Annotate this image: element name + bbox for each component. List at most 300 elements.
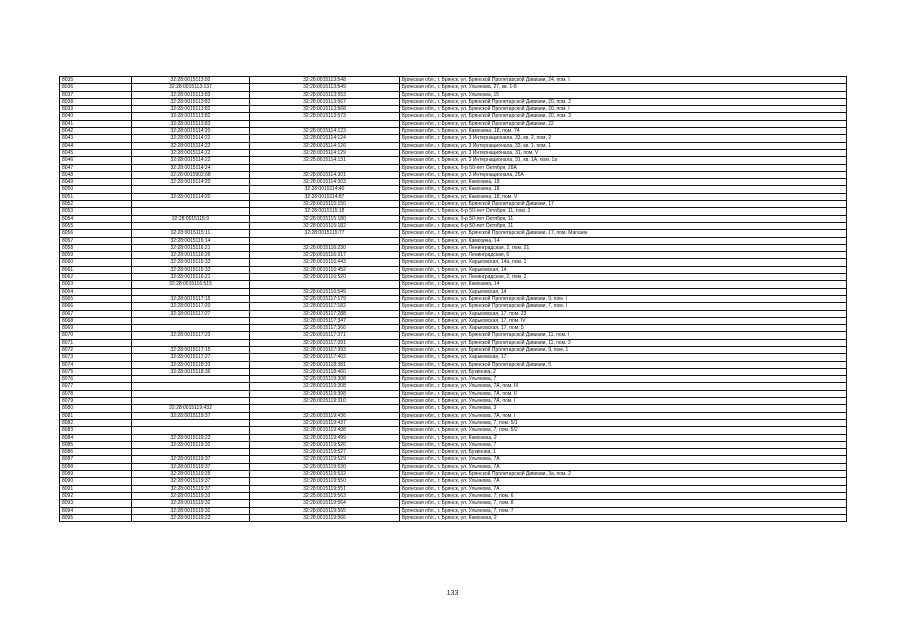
address-cell: Брянская обл., г. Брянск, ул. Брянской Пролетарской Дивизии, 20, пом. 3	[400, 113, 847, 120]
row-number-cell: 8057	[60, 237, 132, 244]
address-cell: Брянская обл., г. Брянск, ул. Харьковская, 17	[400, 354, 847, 361]
table-row	[60, 98, 847, 105]
land-cadastral-cell: 32:28:0015117:15	[132, 346, 250, 353]
building-cadastral-cell: 32:28:0015118:460	[250, 368, 400, 375]
land-cadastral-cell: 32:28:0015117:23	[132, 332, 250, 339]
table-row	[60, 427, 847, 434]
address-cell: Брянская обл., г. Брянск, ул. Брянской Пролетарской Дивизии, 11, пом. 3	[400, 339, 847, 346]
address-cell: Брянская обл., г. Брянск, ул. Ульянова, 7А, пом. III	[400, 383, 847, 390]
address-cell: Брянская обл., г. Брянск, ул. Брянской Пролетарской Дивизии, 3а, пом. 2	[400, 471, 847, 478]
building-cadastral-cell: 32:28:0015114:87	[250, 193, 400, 200]
land-cadastral-cell: 32:28:0015113:82	[132, 98, 250, 105]
building-cadastral-cell: 32:28:0015119:310	[250, 398, 400, 405]
land-cadastral-cell: 32:28:0015119:32	[132, 507, 250, 514]
land-cadastral-cell	[132, 376, 250, 383]
address-cell: Брянская обл., г. Брянск, ул. 3 Интернационала, 25А	[400, 171, 847, 178]
land-cadastral-cell	[132, 398, 250, 405]
address-cell: Брянская обл., г. Брянск, ул. Ульянова, 7, пом. 6	[400, 492, 847, 499]
address-cell: Брянская обл., г. Брянск, ул. 3 Интернационала, 33, кв. 2, пом. 2	[400, 135, 847, 142]
land-cadastral-cell: 32:28:0015116:33	[132, 266, 250, 273]
address-cell: Брянская обл., г. Брянск, ул. Харьковская, 14	[400, 288, 847, 295]
land-cadastral-cell: 32:28:0015113:82	[132, 106, 250, 113]
building-cadastral-cell: 32:28:0015115:18	[250, 208, 400, 215]
address-cell: Брянская обл., г. Брянск, ул. Камозина, 18, пом. V	[400, 193, 847, 200]
land-cadastral-cell	[132, 339, 250, 346]
table-row	[60, 193, 847, 200]
table-row	[60, 434, 847, 441]
address-cell: Брянская обл., г. Брянск, ул. Брянской Пролетарской Дивизии, 20, пом. I	[400, 106, 847, 113]
building-cadastral-cell: 32:28:0015119:563	[250, 492, 400, 499]
building-cadastral-cell	[250, 237, 400, 244]
row-number-cell: 8058	[60, 244, 132, 251]
table-row	[60, 113, 847, 120]
address-cell: Брянская обл., г. Брянск, ул. Ульянова, 7А	[400, 478, 847, 485]
table-row	[60, 507, 847, 514]
land-cadastral-cell: 32:28:0015119:37	[132, 463, 250, 470]
building-cadastral-cell: 32:28:0015113:548	[250, 77, 400, 84]
building-cadastral-cell: 32:28:0015119:532	[250, 471, 400, 478]
address-cell: Брянская обл., г. Брянск, ул. Ульянова, 7, пом. 5/2	[400, 427, 847, 434]
address-cell: Брянская обл., г. Брянск, ул. 3 Интернационала, 31, кв. 1А, пом. 1а	[400, 157, 847, 164]
row-number-cell: 8089	[60, 471, 132, 478]
building-cadastral-cell: 32:28:0015114:123	[250, 128, 400, 135]
row-number-cell: 8047	[60, 164, 132, 171]
table-row	[60, 441, 847, 448]
table-row	[60, 164, 847, 171]
row-number-cell: 8063	[60, 281, 132, 288]
page-number: 133	[446, 590, 459, 597]
building-cadastral-cell: 32:28:0015119:308	[250, 383, 400, 390]
land-cadastral-cell	[132, 208, 250, 215]
row-number-cell: 8090	[60, 478, 132, 485]
land-cadastral-cell: 32:28:0015119:37	[132, 478, 250, 485]
building-cadastral-cell: 32:28:0015119:437	[250, 419, 400, 426]
building-cadastral-cell: 32:28:0015114:301	[250, 171, 400, 178]
address-cell: Брянская обл., г. Брянск, б-р 50-лет Октября, 11	[400, 222, 847, 229]
row-number-cell: 8083	[60, 427, 132, 434]
row-number-cell: 8066	[60, 303, 132, 310]
table-row	[60, 91, 847, 98]
building-cadastral-cell: 32:28:0015116:230	[250, 244, 400, 251]
land-cadastral-cell: 32:28:0015116:21	[132, 244, 250, 251]
building-cadastral-cell	[250, 405, 400, 412]
row-number-cell: 8053	[60, 208, 132, 215]
address-cell: Брянская обл., г. Брянск, ул. Ульянова, 7, пом. 5/1	[400, 419, 847, 426]
address-cell: Брянская обл., г. Брянск, ул. Брянской Пролетарской Дивизии, 7, пом. I	[400, 303, 847, 310]
building-cadastral-cell: 32:28:0015115:182	[250, 222, 400, 229]
row-number-cell: 8062	[60, 274, 132, 281]
address-cell: Брянская обл., г. Брянск, ул. Харьковская, 14	[400, 266, 847, 273]
building-cadastral-cell: 32:28:0015119:527	[250, 449, 400, 456]
row-number-cell: 8088	[60, 463, 132, 470]
row-number-cell: 8046	[60, 157, 132, 164]
building-cadastral-cell: 32:28:0015113:553	[250, 91, 400, 98]
row-number-cell: 8040	[60, 113, 132, 120]
address-cell: Брянская обл., г. Брянск, ул. Камозина, 18, пом. 74	[400, 128, 847, 135]
building-cadastral-cell: 32:28:0015117:391	[250, 339, 400, 346]
building-cadastral-cell: 32:28:0015119:564	[250, 500, 400, 507]
building-cadastral-cell: 32:28:0015114:131	[250, 157, 400, 164]
building-cadastral-cell: 32:28:0015115:180	[250, 215, 400, 222]
row-number-cell: 8084	[60, 434, 132, 441]
table-row	[60, 376, 847, 383]
table-row	[60, 281, 847, 288]
table-row	[60, 222, 847, 229]
row-number-cell: 8055	[60, 222, 132, 229]
land-cadastral-cell	[132, 288, 250, 295]
row-number-cell: 8093	[60, 500, 132, 507]
land-cadastral-cell	[132, 201, 250, 208]
address-cell: Брянская обл., г. Брянск, ул. Брянской Пролетарской Дивизии, 9, пом. I	[400, 295, 847, 302]
table-row	[60, 317, 847, 324]
address-cell: Брянская обл., г. Брянск, ул. Ульянова, 7А	[400, 463, 847, 470]
row-number-cell: 8082	[60, 419, 132, 426]
land-cadastral-cell: 32:28:0015119:432	[132, 405, 250, 412]
address-cell: Брянская обл., г. Брянск, ул. Ульянова, 7	[400, 441, 847, 448]
building-cadastral-cell: 32:28:0015117:179	[250, 295, 400, 302]
address-cell: Брянская обл., г. Брянск, ул. 3 Интернационала, 31, пом. V	[400, 149, 847, 156]
land-cadastral-cell	[132, 383, 250, 390]
land-cadastral-cell: 32:28:0015114:22	[132, 149, 250, 156]
land-cadastral-cell: 32:28:0015114:22	[132, 157, 250, 164]
row-number-cell: 8035	[60, 77, 132, 84]
table-row	[60, 478, 847, 485]
building-cadastral-cell: 32:28:0015117:371	[250, 332, 400, 339]
row-number-cell: 8044	[60, 142, 132, 149]
row-number-cell: 8061	[60, 266, 132, 273]
land-cadastral-cell: 32:28:0015115:11	[132, 230, 250, 237]
building-cadastral-cell: 32:28:0015114:126	[250, 142, 400, 149]
land-cadastral-cell: 32:28:0015116:33	[132, 259, 250, 266]
land-cadastral-cell: 32:28:0015115:9	[132, 215, 250, 222]
address-cell: Брянская обл., г. Брянск, ул. Камозина, 18	[400, 186, 847, 193]
row-number-cell: 8067	[60, 310, 132, 317]
address-cell: Брянская обл., г. Брянск, ул. Ульянова, 3	[400, 405, 847, 412]
row-number-cell: 8045	[60, 149, 132, 156]
table-row	[60, 325, 847, 332]
table-row	[60, 186, 847, 193]
table-row	[60, 106, 847, 113]
address-cell: Брянская обл., г. Брянск, ул. Харьковская, 14а, пом. 1	[400, 259, 847, 266]
building-cadastral-cell: 32:28:0015113:549	[250, 84, 400, 91]
row-number-cell: 8076	[60, 376, 132, 383]
address-cell: Брянская обл., г. Брянск, ул. Ленинградская, 2, пом. 21	[400, 244, 847, 251]
table-row	[60, 339, 847, 346]
table-row	[60, 288, 847, 295]
building-cadastral-cell: 32:28:0015116:549	[250, 288, 400, 295]
cadastral-table	[59, 76, 847, 522]
table-row	[60, 361, 847, 368]
land-cadastral-cell: 32:28:0015119:37	[132, 485, 250, 492]
building-cadastral-cell: 32:28:0015119:565	[250, 507, 400, 514]
table-row	[60, 77, 847, 84]
row-number-cell: 8038	[60, 98, 132, 105]
land-cadastral-cell: 32:28:0015116:26	[132, 252, 250, 259]
table-row	[60, 274, 847, 281]
land-cadastral-cell: 32:28:0015113:83	[132, 91, 250, 98]
building-cadastral-cell: 32:28:0015117:288	[250, 310, 400, 317]
building-cadastral-cell: 32:28:0015117:182	[250, 303, 400, 310]
land-cadastral-cell: 32:28:0015114:24	[132, 164, 250, 171]
land-cadastral-cell: 32:28:0015117:20	[132, 303, 250, 310]
land-cadastral-cell: 32:28:0015114:20	[132, 179, 250, 186]
address-cell: Брянская обл., г. Брянск, б-р 50-лет Октября, 11	[400, 215, 847, 222]
land-cadastral-cell: 32:28:0015116:14	[132, 237, 250, 244]
table-row	[60, 266, 847, 273]
table-row	[60, 463, 847, 470]
row-number-cell: 8070	[60, 332, 132, 339]
building-cadastral-cell: 32:28:0015116:520	[250, 274, 400, 281]
row-number-cell: 8064	[60, 288, 132, 295]
row-number-cell: 8050	[60, 186, 132, 193]
address-cell: Брянская обл., г. Брянск, ул. Брянской Пролетарской Дивизии, 9, пом. 1	[400, 346, 847, 353]
land-cadastral-cell	[132, 427, 250, 434]
building-cadastral-cell: 32:28:0015117:393	[250, 346, 400, 353]
land-cadastral-cell: 32:28:0015114:22	[132, 135, 250, 142]
row-number-cell: 8042	[60, 128, 132, 135]
table-row	[60, 514, 847, 521]
building-cadastral-cell: 32:28:0015114:303	[250, 179, 400, 186]
table-row	[60, 500, 847, 507]
building-cadastral-cell: 32:28:0015113:567	[250, 98, 400, 105]
building-cadastral-cell: 32:28:0015119:436	[250, 412, 400, 419]
address-cell: Брянская обл., г. Брянск, ул. Ульянова, 7, пом. 8	[400, 500, 847, 507]
address-cell: Брянская обл., г. Брянск, ул. Брянской Пролетарской Дивизии, 5	[400, 361, 847, 368]
address-cell: Брянская обл., г. Брянск, ул. Брянской Пролетарской Дивизии, 24, пом. I	[400, 77, 847, 84]
address-cell: Брянская обл., г. Брянск, ул. Брянской Пролетарской Дивизии, 20, пом. 2	[400, 98, 847, 105]
address-cell: Брянская обл., г. Брянск, ул. Бузинова, 2	[400, 368, 847, 375]
building-cadastral-cell: 32:28:0015117:366	[250, 325, 400, 332]
land-cadastral-cell	[132, 419, 250, 426]
building-cadastral-cell: 32:28:0015115:150	[250, 201, 400, 208]
row-number-cell: 8091	[60, 485, 132, 492]
row-number-cell: 8041	[60, 120, 132, 127]
land-cadastral-cell	[132, 390, 250, 397]
table-row	[60, 310, 847, 317]
table-row	[60, 201, 847, 208]
building-cadastral-cell: 32:28:0015115:77	[250, 230, 400, 237]
address-cell: Брянская обл., г. Брянск, ул. Брянской Пролетарской Дивизии, 17	[400, 201, 847, 208]
table-row	[60, 295, 847, 302]
building-cadastral-cell: 32:28:0015118:381	[250, 361, 400, 368]
address-cell: Брянская обл., г. Брянск, ул. Брянской Пролетарской Дивизии, 17, пом. Магазин	[400, 230, 847, 237]
row-number-cell: 8085	[60, 441, 132, 448]
land-cadastral-cell: 32:28:0015113:137	[132, 84, 250, 91]
land-cadastral-cell: 32:28:0015119:25	[132, 471, 250, 478]
row-number-cell: 8036	[60, 84, 132, 91]
building-cadastral-cell: 32:28:0015119:529	[250, 456, 400, 463]
table-row	[60, 456, 847, 463]
land-cadastral-cell: 32:28:0015119:32	[132, 500, 250, 507]
address-cell: Брянская обл., г. Брянск, ул. Камозина, 14	[400, 281, 847, 288]
building-cadastral-cell: 32:28:0015114:40	[250, 186, 400, 193]
row-number-cell: 8052	[60, 201, 132, 208]
land-cadastral-cell	[132, 317, 250, 324]
land-cadastral-cell: 32:28:0015118:33	[132, 361, 250, 368]
address-cell: Брянская обл., г. Брянск, ул. Камозина, 14	[400, 237, 847, 244]
building-cadastral-cell: 32:28:0015113:573	[250, 113, 400, 120]
row-number-cell: 8049	[60, 179, 132, 186]
row-number-cell: 8078	[60, 390, 132, 397]
building-cadastral-cell: 32:28:0015117:347	[250, 317, 400, 324]
table-row	[60, 485, 847, 492]
table-row	[60, 405, 847, 412]
building-cadastral-cell: 32:28:0015119:308	[250, 376, 400, 383]
table-row	[60, 332, 847, 339]
row-number-cell: 8048	[60, 171, 132, 178]
table-row	[60, 412, 847, 419]
table-row	[60, 354, 847, 361]
building-cadastral-cell: 32:28:0015119:308	[250, 390, 400, 397]
table-row	[60, 252, 847, 259]
land-cadastral-cell: 32:28:0015113:82	[132, 113, 250, 120]
table-row	[60, 368, 847, 375]
land-cadastral-cell: 32:28:0015117:27	[132, 310, 250, 317]
address-cell: Брянская обл., г. Брянск, ул. 3 Интернационала, 33, кв. 1, пом. 1	[400, 142, 847, 149]
row-number-cell: 8039	[60, 106, 132, 113]
table-row	[60, 179, 847, 186]
table-row	[60, 244, 847, 251]
row-number-cell: 8069	[60, 325, 132, 332]
row-number-cell: 8077	[60, 383, 132, 390]
table-row	[60, 419, 847, 426]
table-row	[60, 346, 847, 353]
address-cell: Брянская обл., г. Брянск, ул. Харьковская, 17, пом. 5	[400, 325, 847, 332]
address-cell: Брянская обл., г. Брянск, ул. Ульянова, 7А, пом. I	[400, 412, 847, 419]
building-cadastral-cell: 32:28:0015116:452	[250, 266, 400, 273]
address-cell: Брянская обл., г. Брянск, ул. Ленинградская, 2, пом. 2	[400, 274, 847, 281]
table-row	[60, 471, 847, 478]
land-cadastral-cell: 32:28:0015119:23	[132, 514, 250, 521]
building-cadastral-cell: 32:28:0015114:124	[250, 135, 400, 142]
row-number-cell: 8094	[60, 507, 132, 514]
table-row	[60, 135, 847, 142]
row-number-cell: 8075	[60, 368, 132, 375]
land-cadastral-cell	[132, 325, 250, 332]
row-number-cell: 8037	[60, 91, 132, 98]
land-cadastral-cell: 32:28:0015119:32	[132, 492, 250, 499]
building-cadastral-cell: 32:28:0015117:402	[250, 354, 400, 361]
table-body	[60, 77, 847, 522]
land-cadastral-cell: 32:28:0015116:21	[132, 274, 250, 281]
table-row	[60, 303, 847, 310]
address-cell: Брянская обл., г. Брянск, ул. Ульянова, 7А, пом. I	[400, 398, 847, 405]
row-number-cell: 8095	[60, 514, 132, 521]
table-row	[60, 84, 847, 91]
address-cell: Брянская обл., г. Брянск, ул. Камозина, 18	[400, 179, 847, 186]
land-cadastral-cell: 32:28:0015119:32	[132, 441, 250, 448]
building-cadastral-cell: 32:28:0015119:526	[250, 441, 400, 448]
address-cell: Брянская обл., г. Брянск, ул. Ульянова, 7А	[400, 485, 847, 492]
land-cadastral-cell: 32:28:0015113:92	[132, 77, 250, 84]
table-row	[60, 449, 847, 456]
address-cell: Брянская обл., г. Брянск, ул. Ульянова, 27, кв. 1-8	[400, 84, 847, 91]
building-cadastral-cell: 32:28:0015119:550	[250, 478, 400, 485]
table-row	[60, 215, 847, 222]
address-cell: Брянская обл., г. Брянск, ул. Ленинградская, 6	[400, 252, 847, 259]
land-cadastral-cell: 32:28:0015117:15	[132, 295, 250, 302]
land-cadastral-cell: 32:28:0015114:22	[132, 142, 250, 149]
land-cadastral-cell: 32:28:0015114:20	[132, 128, 250, 135]
building-cadastral-cell: 32:28:0015119:566	[250, 514, 400, 521]
land-cadastral-cell: 32:28:0015119:37	[132, 412, 250, 419]
row-number-cell: 8074	[60, 361, 132, 368]
land-cadastral-cell	[132, 186, 250, 193]
land-cadastral-cell	[132, 449, 250, 456]
table-row	[60, 259, 847, 266]
row-number-cell: 8051	[60, 193, 132, 200]
table-row	[60, 157, 847, 164]
land-cadastral-cell: 32:28:0015902:68	[132, 171, 250, 178]
building-cadastral-cell	[250, 281, 400, 288]
land-cadastral-cell: 32:28:0015113:83	[132, 120, 250, 127]
building-cadastral-cell: 32:28:0015119:530	[250, 463, 400, 470]
table-row	[60, 390, 847, 397]
building-cadastral-cell: 32:28:0015119:551	[250, 485, 400, 492]
address-cell: Брянская обл., г. Брянск, б-р 50-лет Октября, 28А	[400, 164, 847, 171]
address-cell: Брянская обл., г. Брянск, ул. Бузинова, 1	[400, 449, 847, 456]
table-row	[60, 120, 847, 127]
table-row	[60, 208, 847, 215]
row-number-cell: 8068	[60, 317, 132, 324]
row-number-cell: 8065	[60, 295, 132, 302]
row-number-cell: 8081	[60, 412, 132, 419]
land-cadastral-cell: 32:28:0015116:515	[132, 281, 250, 288]
building-cadastral-cell: 32:28:0015116:317	[250, 252, 400, 259]
land-cadastral-cell: 32:28:0015119:37	[132, 456, 250, 463]
row-number-cell: 8054	[60, 215, 132, 222]
row-number-cell: 8079	[60, 398, 132, 405]
row-number-cell: 8092	[60, 492, 132, 499]
address-cell: Брянская обл., г. Брянск, ул. Ульянова, 15	[400, 91, 847, 98]
land-cadastral-cell: 32:28:0015117:27	[132, 354, 250, 361]
building-cadastral-cell	[250, 120, 400, 127]
address-cell: Брянская обл., г. Брянск, ул. Ульянова, 7	[400, 376, 847, 383]
address-cell: Брянская обл., г. Брянск, ул. Брянской Пролетарской Дивизии, 22	[400, 120, 847, 127]
table-row	[60, 142, 847, 149]
address-cell: Брянская обл., г. Брянск, ул. Брянской Пролетарской Дивизии, 11, пом. I	[400, 332, 847, 339]
row-number-cell: 8073	[60, 354, 132, 361]
row-number-cell: 8059	[60, 252, 132, 259]
table-row	[60, 237, 847, 244]
address-cell: Брянская обл., г. Брянск, ул. Ульянова, 7А, пом. II	[400, 390, 847, 397]
address-cell: Брянская обл., г. Брянск, ул. Камозина, 2	[400, 434, 847, 441]
row-number-cell: 8072	[60, 346, 132, 353]
table-row	[60, 171, 847, 178]
building-cadastral-cell: 32:28:0015119:498	[250, 427, 400, 434]
table-row	[60, 149, 847, 156]
row-number-cell: 8056	[60, 230, 132, 237]
row-number-cell: 8086	[60, 449, 132, 456]
row-number-cell: 8071	[60, 339, 132, 346]
table-row	[60, 398, 847, 405]
address-cell: Брянская обл., г. Брянск, ул. Ульянова, 7, пом. 7	[400, 507, 847, 514]
row-number-cell: 8043	[60, 135, 132, 142]
table-row	[60, 383, 847, 390]
building-cadastral-cell: 32:28:0015119:499	[250, 434, 400, 441]
building-cadastral-cell: 32:28:0015114:129	[250, 149, 400, 156]
land-cadastral-cell	[132, 222, 250, 229]
row-number-cell: 8087	[60, 456, 132, 463]
table-row	[60, 230, 847, 237]
address-cell: Брянская обл., г. Брянск, ул. Камозина, 2	[400, 514, 847, 521]
land-cadastral-cell: 32:28:0015114:20	[132, 193, 250, 200]
address-cell: Брянская обл., г. Брянск, ул. Харьковская, 17, пом. 23	[400, 310, 847, 317]
building-cadastral-cell: 32:28:0015113:568	[250, 106, 400, 113]
table-row	[60, 128, 847, 135]
land-cadastral-cell: 32:28:0015118:36	[132, 368, 250, 375]
address-cell: Брянская обл., г. Брянск, б-р 50-лет Октября, 11, пом. 2	[400, 208, 847, 215]
